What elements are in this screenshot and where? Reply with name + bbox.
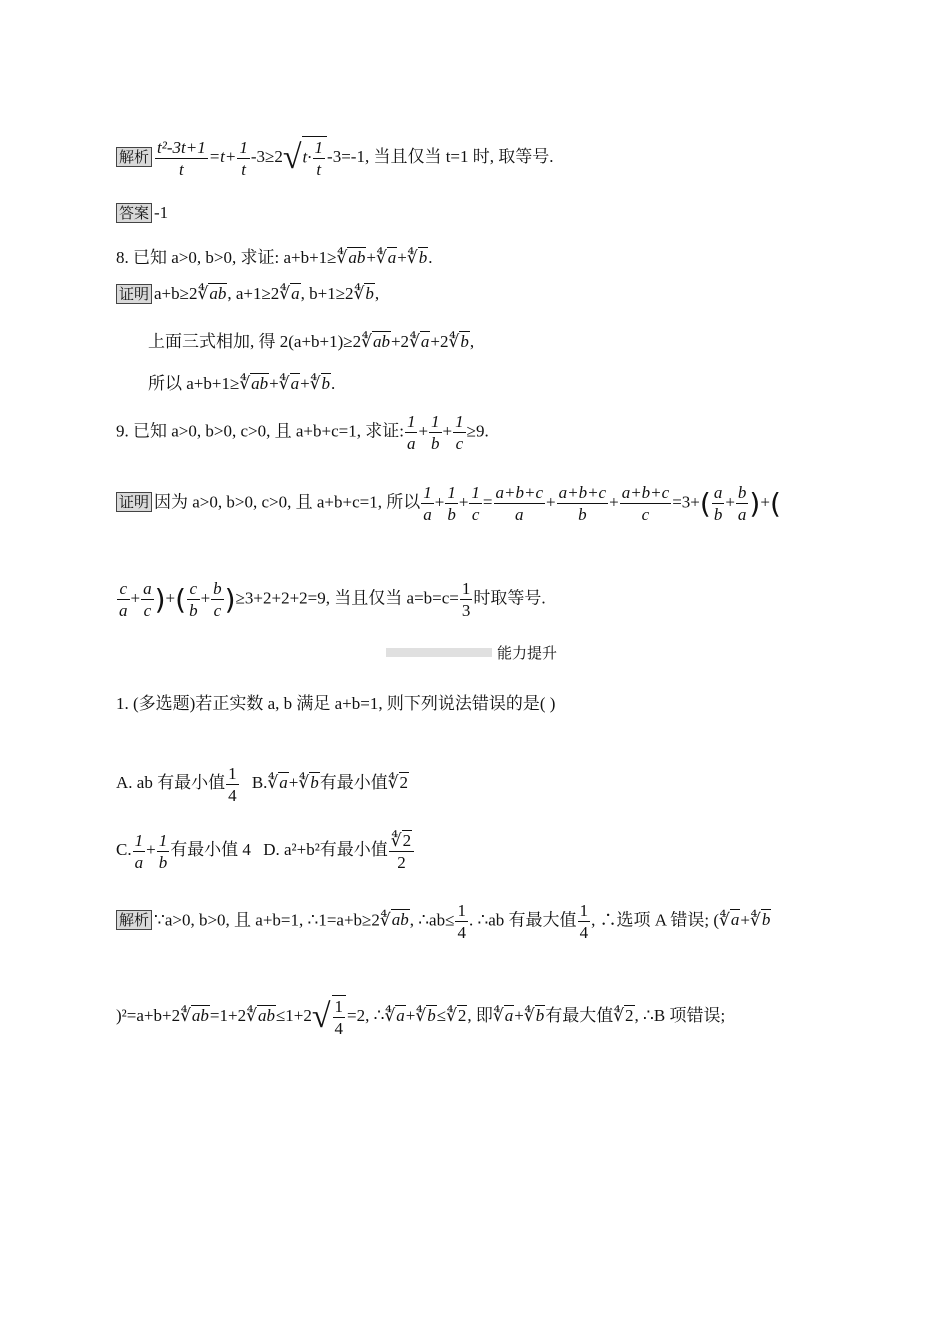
question-9: 9. 已知 a>0, b>0, c>0, 且 a+b+c=1, 求证: $\frac{1}{a}$ + $\frac{1}{b}$ + $\frac{1}{c}$ ≥9. [116,412,489,453]
option-d: D. a²+b²有最小值 $\frac{∜2}{2}$ [263,840,415,859]
fraction: $\frac{1}{t}$ [239,137,248,179]
root-sign: ∜ [336,248,348,267]
root-sign: ∜ [406,248,418,267]
root-sign: ∜ [375,248,387,267]
question-8: 8. 已知 a>0, b>0, 求证: a+b+1≥∜ab+∜a+∜b. [116,248,433,267]
option-a: A. ab 有最小值 $\frac{1}{4}$ [116,764,237,805]
sqrt-sign: √ [282,139,302,176]
solution-line-1: 解析 $\frac{\text{t²-3t+1}}{t}$ =t+ $\frac{1}{t}$ -3≥2√t· $\frac{1}{t}$ -3=-1, 当且仅当 t=1 时, 取等号. [116,136,830,180]
analysis-tag: 解析 [116,910,152,930]
proof-tag: 证明 [116,492,152,512]
proof-tag: 证明 [116,284,152,304]
answer-1-line-1: 解析 ∵a>0, b>0, 且 a+b=1, ∴1=a+b≥2∜ab, ∴ab≤ $\frac{1}{4}$ . ∴ab 有最大值 $\frac{1}{4}$ , ∴选项 A 错误; (∜a+∜b [116,900,830,943]
proof-9-line-1: 证明 因为 a>0, b>0, c>0, 且 a+b+c=1, 所以 $\frac{1}{a}$ + $\frac{1}{b}$ + $\frac{1}{c}$ = $\frac{a+b+c}{a}$ + $\frac{a+b+c}{b}$ + $\frac{a+b+c}{c}$ =3+( $\frac{a}{b}$ + $\frac{b}{a}$ )+( [116,482,830,525]
answer-1-line-2: )²=a+b+2∜ab=1+2∜ab≤1+2√ $\frac{1}{4}$ =2, ∴∜a+∜b≤∜2, 即∜a+∜b有最大值∜2, ∴B 项错误; [116,997,726,1038]
sqrt-content: t· $\frac{1}{t}$ [302,136,327,180]
proof-9-line-2: $\frac{c}{a}$ + $\frac{a}{c}$ )+( $\frac{c}{b}$ + $\frac{b}{c}$ )≥3+2+2+2=9, 当且仅当 a=b=c= $\frac{1}{3}$ 时取等号. [119,579,546,620]
answer-line: 答案 -1 [116,203,830,223]
proof-8-line-1: 证明 a+b≥2∜ab, a+1≥2∜a, b+1≥2∜b, [116,284,830,304]
fraction: $\frac{\text{t²-3t+1}}{t}$ [157,137,206,179]
proof-8-line-3: 所以 a+b+1≥∜ab+∜a+∜b. [148,374,336,393]
proof-8-line-2: 上面三式相加, 得 2(a+b+1)≥2∜ab+2∜a+2∜b, [148,332,475,351]
option-c: C. $\frac{1}{a}$ + $\frac{1}{b}$ 有最小值 4 [116,831,251,872]
answer-tag: 答案 [116,203,152,223]
options-cd [116,830,830,873]
options-ab [116,763,830,806]
section-divider [386,648,492,657]
option-b: B.∜a+∜b有最小值∜2 [251,773,409,793]
question-1: 1. (多选题)若正实数 a, b 满足 a+b=1, 则下列说法错误的是( ) [116,694,556,713]
section-title: 能力提升 [497,644,558,662]
analysis-tag: 解析 [116,147,152,167]
